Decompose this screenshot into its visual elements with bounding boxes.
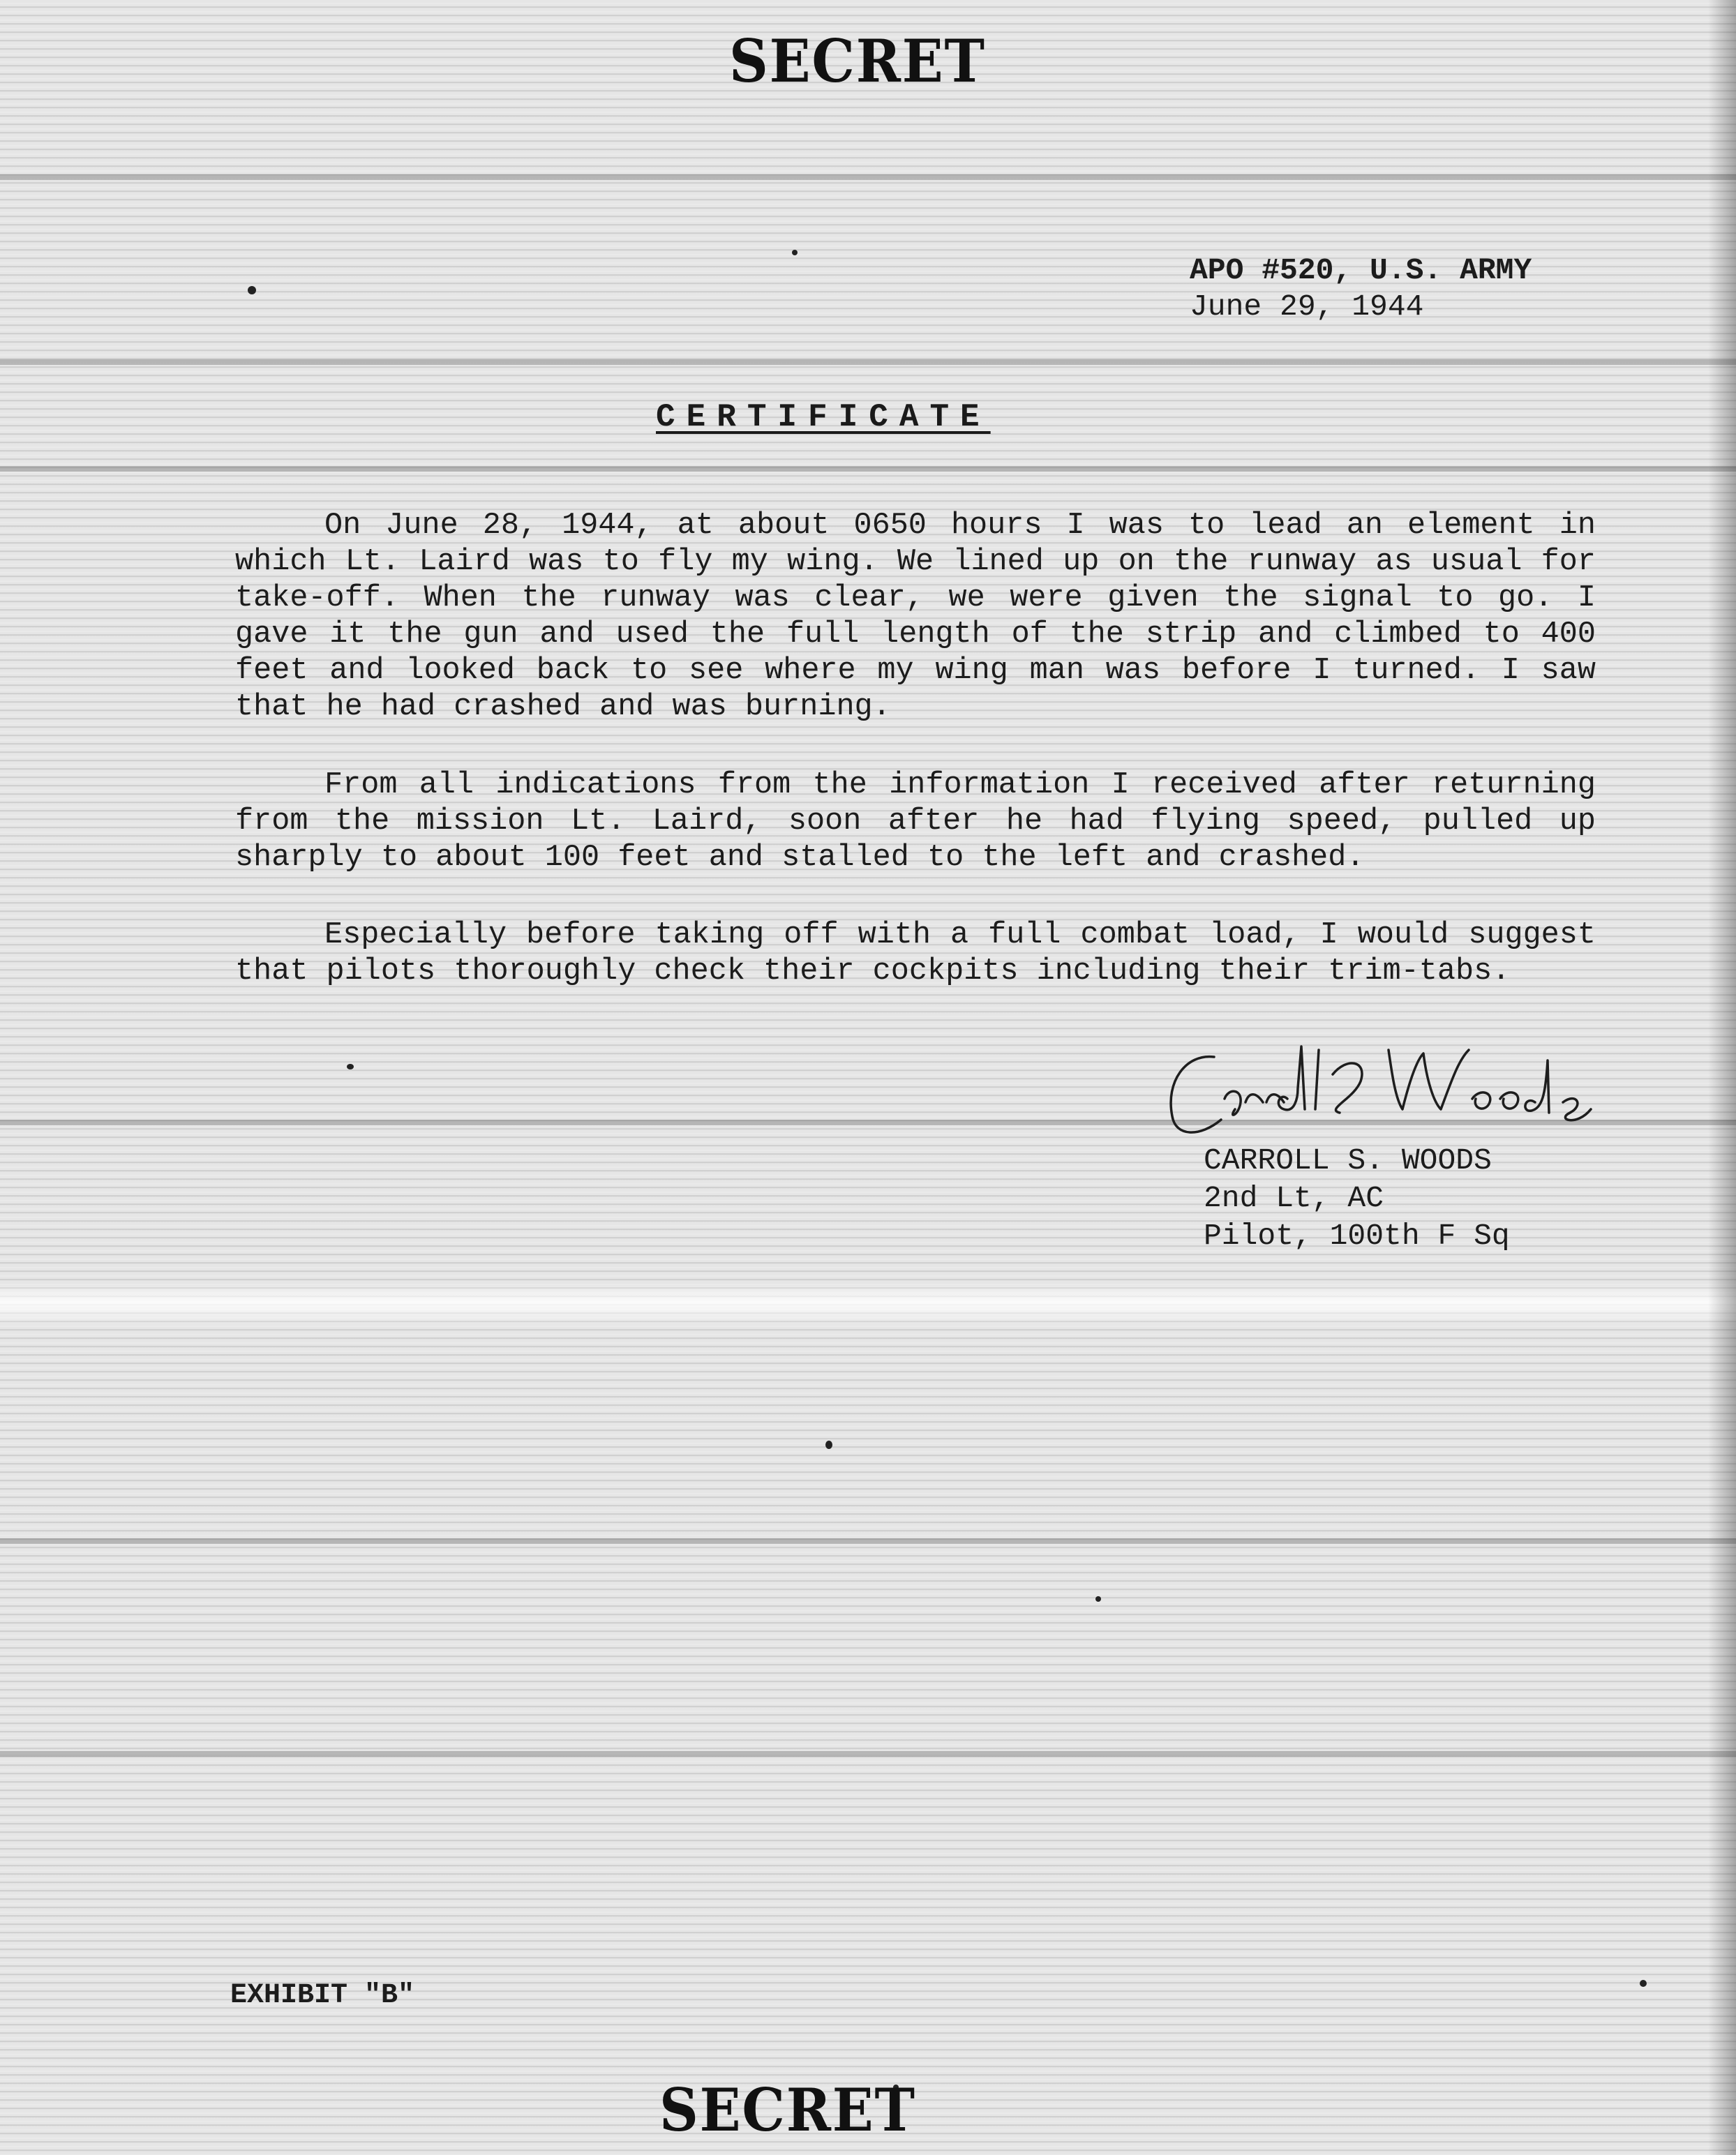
dust-speck bbox=[792, 250, 798, 255]
location-line: APO #520, U.S. ARMY bbox=[1190, 253, 1532, 287]
body-paragraph-2: From all indications from the information I received after returning from the mission Lt. Laird, soon after he had flying speed, pulled up sharply to about 100 feet and stalled to the left and crashed. bbox=[235, 768, 1596, 875]
exhibit-label: EXHIBIT "B" bbox=[230, 1980, 415, 2011]
scan-edge-shadow bbox=[1708, 0, 1736, 2155]
signer-unit: Pilot, 100th F Sq bbox=[1204, 1219, 1510, 1253]
scan-band bbox=[0, 466, 1736, 472]
scan-band bbox=[0, 1751, 1736, 1757]
dust-speck bbox=[248, 286, 256, 294]
scan-band bbox=[0, 1538, 1736, 1544]
dust-speck bbox=[1095, 1596, 1101, 1602]
scan-band bbox=[0, 174, 1736, 180]
signer-name: CARROLL S. WOODS bbox=[1204, 1143, 1492, 1178]
scan-band bbox=[0, 359, 1736, 365]
dust-speck bbox=[347, 1064, 354, 1069]
scan-light-streak bbox=[0, 1284, 1736, 1326]
classification-marking-top: SECRET bbox=[729, 27, 986, 96]
document-title: CERTIFICATE bbox=[656, 399, 991, 435]
date-line: June 29, 1944 bbox=[1190, 290, 1424, 324]
body-paragraph-1: On June 28, 1944, at about 0650 hours I was to lead an element in which Lt. Laird was to fly my wing. We lined up on the runway as usual for take-off. When the runway was clear, we were given the signal to go. I gave it the gun and used the full length of the strip and climbed to 400 feet and looked back to see where my wing man was before I turned. I saw that he had crashed and was burning. bbox=[235, 509, 1596, 724]
classification-marking-bottom: SECRET bbox=[659, 2075, 916, 2145]
dust-speck bbox=[1640, 1980, 1647, 1987]
signer-rank: 2nd Lt, AC bbox=[1204, 1181, 1384, 1215]
dust-speck bbox=[825, 1441, 832, 1449]
body-paragraph-3: Especially before taking off with a full combat load, I would suggest that pilots thoroughly check their cockpits including their trim-tabs. bbox=[235, 918, 1596, 989]
